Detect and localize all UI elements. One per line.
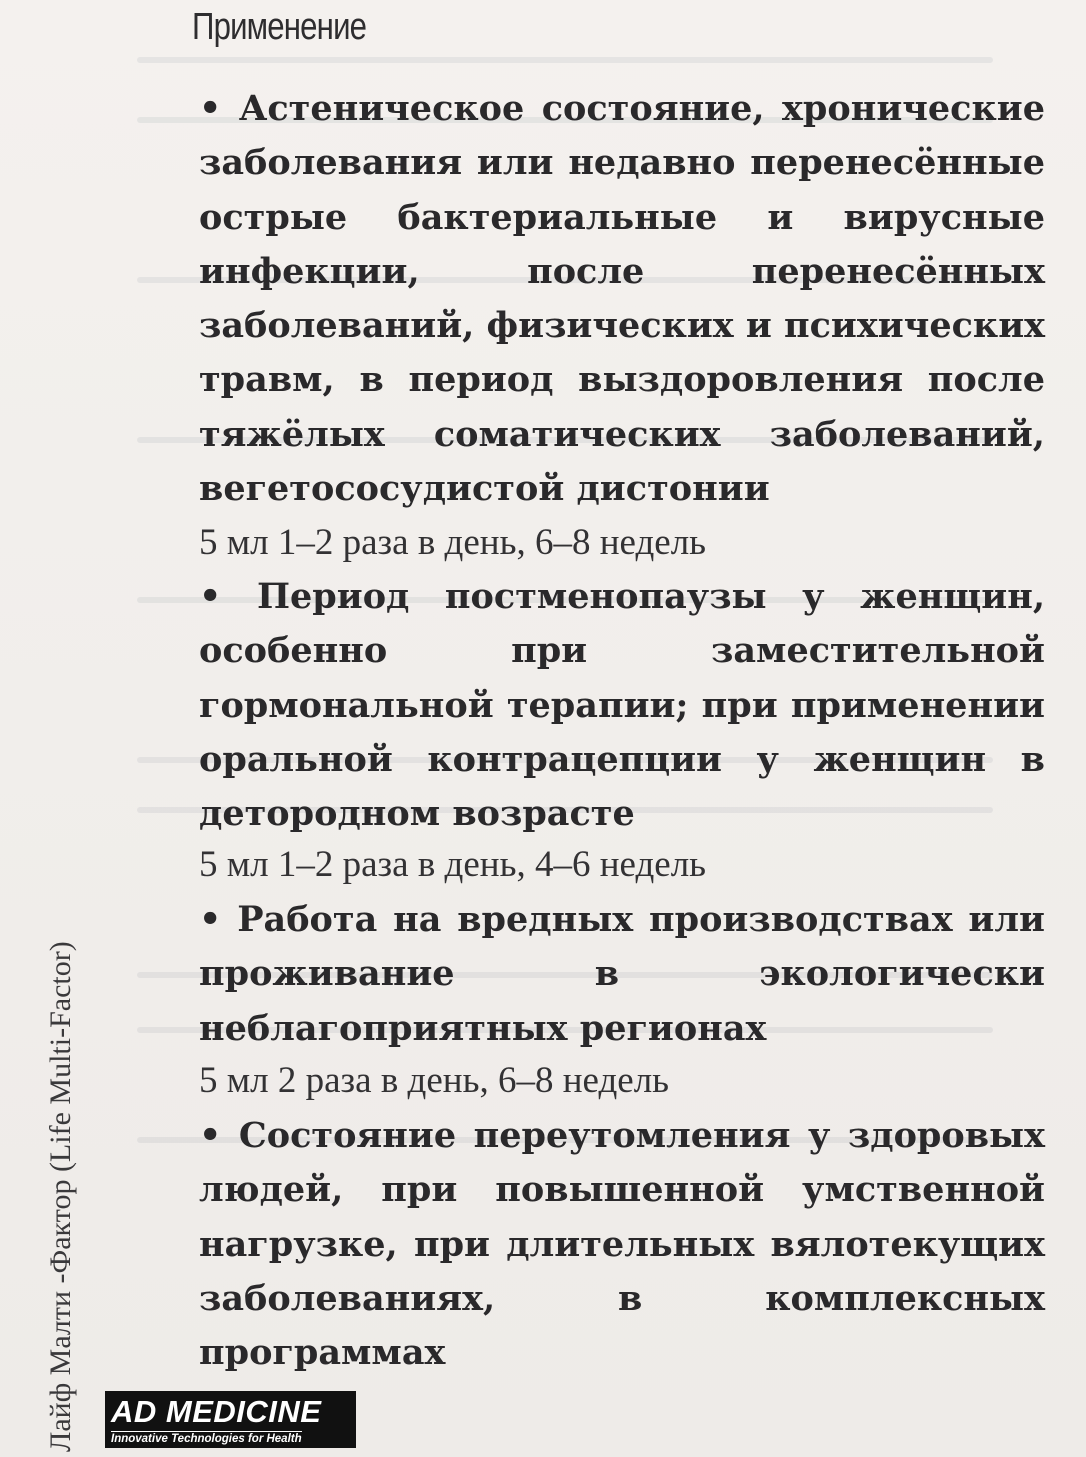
- bullet-icon: •: [199, 576, 222, 617]
- ad-medicine-logo: [105, 1391, 356, 1448]
- section-title: Применение: [192, 6, 367, 48]
- logo-tagline: Innovative Technologies for Health: [111, 1433, 302, 1445]
- side-caption: Лайф Малти -Фактор (Life Multi-Factor): [44, 941, 77, 1452]
- indication-text: Астеническое состояние, хронические заболевания или недавно перенесённые острые бактериальные и вирусные инфекции, после перенесённых заболеваний, физических и психических травм, в период выздоровления после тяжёлых соматических заболеваний, вегетососудистой дистонии: [199, 88, 1046, 510]
- indication-text: Состояние переутомления у здоровых людей, при повышенной умственной нагрузке, при длительных вялотекущих заболеваниях, в комплексных программах: [199, 1115, 1046, 1374]
- indication-item-4: [199, 1109, 1045, 1380]
- bullet-icon: •: [199, 1115, 222, 1156]
- logo-brand: AD MEDICINE: [111, 1394, 322, 1429]
- indication-item-2: [199, 570, 1045, 841]
- dosage-1: 5 мл 1–2 раза в день, 6–8 недель: [199, 522, 707, 563]
- indication-item-3: [199, 893, 1045, 1056]
- indication-text: Работа на вредных производствах или проживание в экологически неблагоприятных регионах: [199, 899, 1045, 1049]
- dosage-2: 5 мл 1–2 раза в день, 4–6 недель: [199, 844, 707, 885]
- indication-text: Период постменопаузы у женщин, особенно при заместительной гормональной терапии; при применении оральной контрацепции у женщин в детородном возрасте: [199, 576, 1046, 835]
- dosage-3: 5 мл 2 раза в день, 6–8 недель: [199, 1060, 670, 1101]
- bullet-icon: •: [199, 88, 222, 129]
- bullet-icon: •: [199, 899, 222, 940]
- indication-item-1: [199, 82, 1045, 516]
